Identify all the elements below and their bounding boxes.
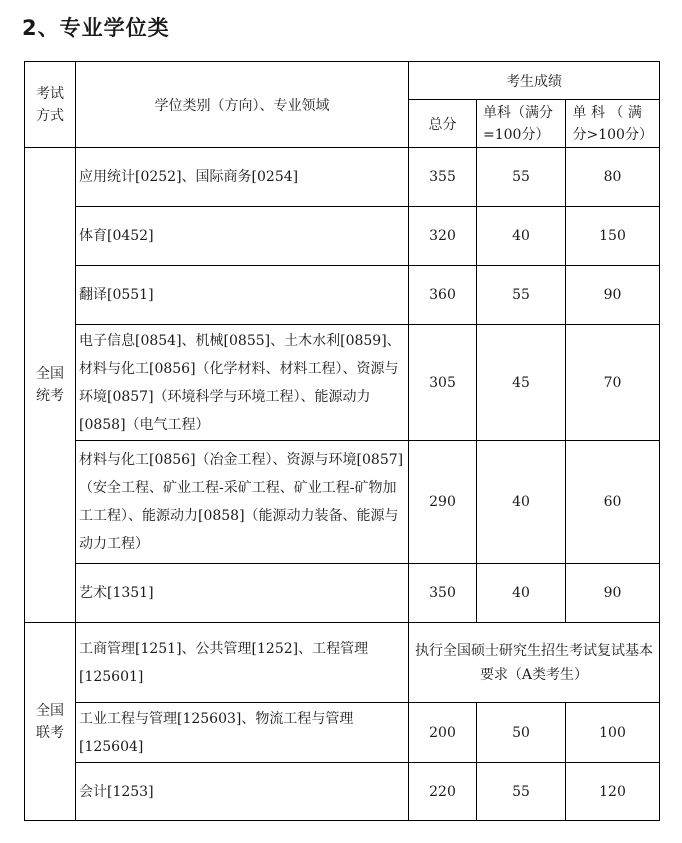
score-table (24, 61, 660, 821)
table-row (25, 325, 660, 441)
single-100-cell: 40 (477, 564, 566, 623)
method-cell: 全国统考 (25, 148, 76, 623)
table-row (25, 623, 660, 703)
single-gt100-cell: 120 (566, 763, 660, 821)
header-scores: 考生成绩 (409, 62, 660, 100)
table-row (25, 207, 660, 266)
single-gt100-cell: 90 (566, 266, 660, 325)
header-total: 总分 (409, 100, 477, 148)
total-cell: 360 (409, 266, 477, 325)
total-cell: 220 (409, 763, 477, 821)
single-gt100-cell: 70 (566, 325, 660, 441)
single-100-cell: 55 (477, 148, 566, 207)
single-100-cell: 45 (477, 325, 566, 441)
single-100-cell: 50 (477, 703, 566, 763)
total-cell: 200 (409, 703, 477, 763)
field-cell: 材料与化工[0856]（冶金工程）、资源与环境[0857]（安全工程、矿业工程-采矿工程、矿业工程-矿物加工工程）、能源动力[0858]（能源动力装备、能源与动力工程） (76, 441, 409, 564)
header-single-gt100: 单 科 （ 满分>100分） (566, 100, 660, 148)
header-single-100: 单科（满分=100分） (477, 100, 566, 148)
field-cell: 体育[0452] (76, 207, 409, 266)
header-method: 考试方式 (25, 62, 76, 148)
table-row (25, 441, 660, 564)
single-100-cell: 55 (477, 763, 566, 821)
single-gt100-cell: 100 (566, 703, 660, 763)
single-100-cell: 40 (477, 207, 566, 266)
single-gt100-cell: 60 (566, 441, 660, 564)
table-row (25, 703, 660, 763)
total-cell: 355 (409, 148, 477, 207)
requirement-cell: 执行全国硕士研究生招生考试复试基本要求（A类考生） (409, 623, 660, 703)
field-cell: 会计[1253] (76, 763, 409, 821)
field-cell: 工商管理[1251]、公共管理[1252]、工程管理[125601] (76, 623, 409, 703)
total-cell: 305 (409, 325, 477, 441)
field-cell: 艺术[1351] (76, 564, 409, 623)
total-cell: 290 (409, 441, 477, 564)
table-row (25, 564, 660, 623)
header-field: 学位类别（方向）、专业领域 (76, 62, 409, 148)
single-gt100-cell: 150 (566, 207, 660, 266)
field-cell: 工业工程与管理[125603]、物流工程与管理[125604] (76, 703, 409, 763)
single-gt100-cell: 80 (566, 148, 660, 207)
method-cell: 全国联考 (25, 623, 76, 821)
total-cell: 350 (409, 564, 477, 623)
total-cell: 320 (409, 207, 477, 266)
field-cell: 应用统计[0252]、国际商务[0254] (76, 148, 409, 207)
field-cell: 翻译[0551] (76, 266, 409, 325)
single-gt100-cell: 90 (566, 564, 660, 623)
section-heading: 2、专业学位类 (22, 16, 170, 40)
table-row (25, 763, 660, 821)
table-row (25, 148, 660, 207)
single-100-cell: 55 (477, 266, 566, 325)
table-row (25, 266, 660, 325)
field-cell: 电子信息[0854]、机械[0855]、土木水利[0859]、材料与化工[0856]（化学材料、材料工程）、资源与环境[0857]（环境科学与环境工程）、能源动力[0858]（电气工程） (76, 325, 409, 441)
single-100-cell: 40 (477, 441, 566, 564)
